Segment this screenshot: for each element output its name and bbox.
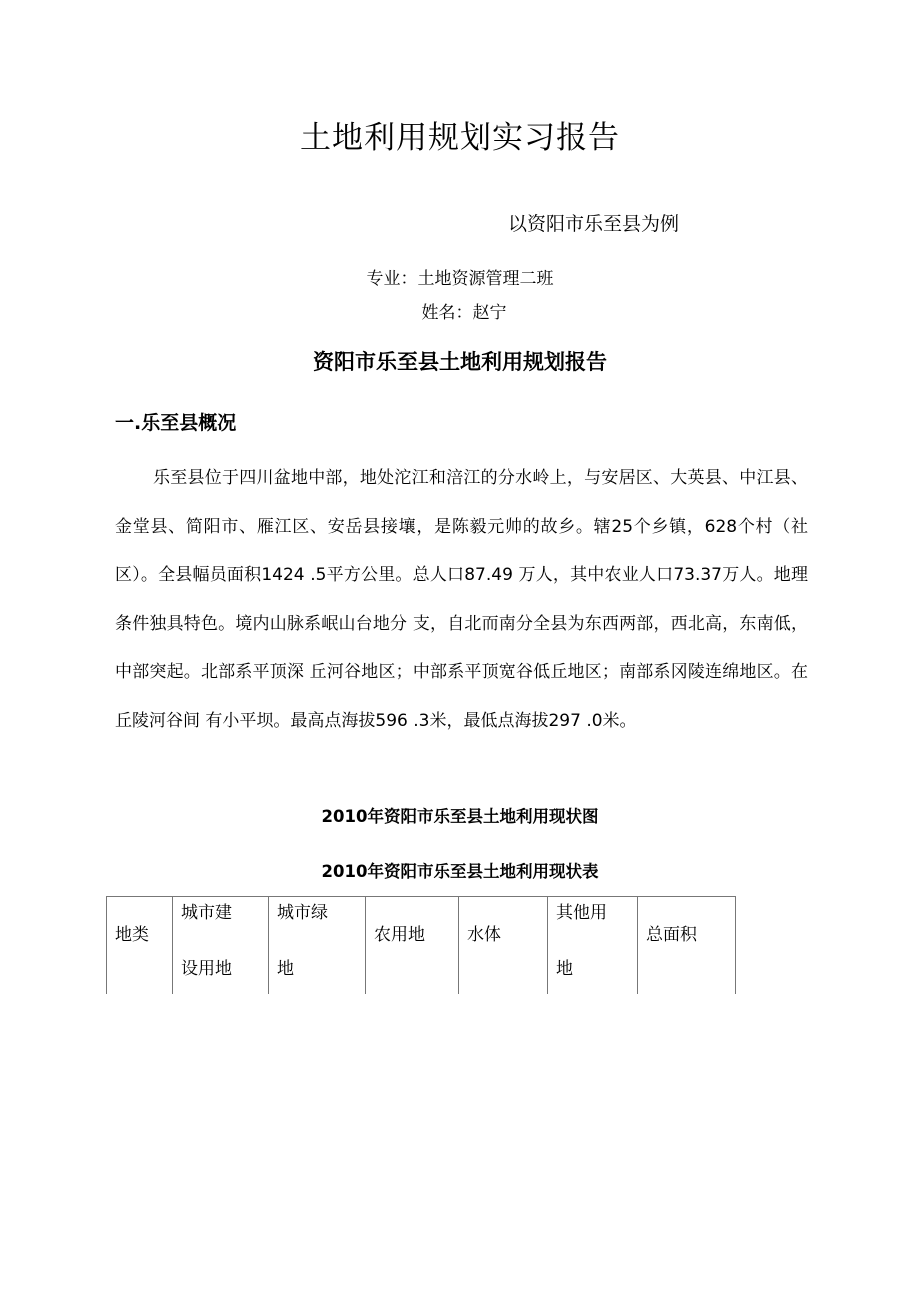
header-text-line2: 地 xyxy=(277,959,294,979)
table-header-cell xyxy=(269,897,366,995)
header-text: 农用地 xyxy=(374,925,425,945)
overview-paragraph: 乐至县位于四川盆地中部，地处沱江和涪江的分水岭上，与安居区、大英县、中江县、金堂县、简阳市、雁江区、安岳县接壤，是陈毅元帅的故乡。辖25个乡镇，628个村（社区）。全县幅员面积1424 .5平方公里。总人口87.49 万人，其中农业人口73.37万人。地理条件独具特色。境内山脉系岷山台地分 支，自北而南分全县为东西两部，西北高，东南低，中部突起。北部系平顶深 丘河谷地区；中部系平顶宽谷低丘地区；南部系冈陵连绵地区。在丘陵河谷间 有小平坝。最高点海拔596 .3米，最低点海拔297 .0米。 xyxy=(115,468,808,731)
header-text: 水体 xyxy=(467,925,501,945)
table-header-cell xyxy=(173,897,269,995)
header-text-line2: 地 xyxy=(556,959,573,979)
header-text-line2: 设用地 xyxy=(181,959,232,979)
name-line: 姓名：赵宁 xyxy=(421,303,507,323)
header-text-line1: 城市建 xyxy=(181,903,232,923)
map-caption: 2010年资阳市乐至县土地利用现状图 xyxy=(321,807,599,826)
header-text: 地类 xyxy=(115,925,149,945)
header-text-line1: 其他用 xyxy=(556,903,607,923)
land-use-table xyxy=(106,896,736,994)
header-text-line1: 城市绿 xyxy=(277,903,328,923)
document-subtitle: 以资阳市乐至县为例 xyxy=(508,213,680,235)
table-header-cell xyxy=(366,897,459,995)
report-title: 资阳市乐至县土地利用规划报告 xyxy=(313,350,607,374)
header-text: 总面积 xyxy=(646,925,697,945)
major-line: 专业：土地资源管理二班 xyxy=(366,269,554,289)
section-heading-overview: 一.乐至县概况 xyxy=(115,412,237,434)
table-header-cell xyxy=(107,897,173,995)
table-header-cell xyxy=(548,897,638,995)
document-title: 土地利用规划实习报告 xyxy=(300,120,620,156)
table-header-cell xyxy=(459,897,548,995)
table-header-cell xyxy=(638,897,736,995)
table-header-row xyxy=(107,897,736,995)
table-caption: 2010年资阳市乐至县土地利用现状表 xyxy=(321,862,599,881)
